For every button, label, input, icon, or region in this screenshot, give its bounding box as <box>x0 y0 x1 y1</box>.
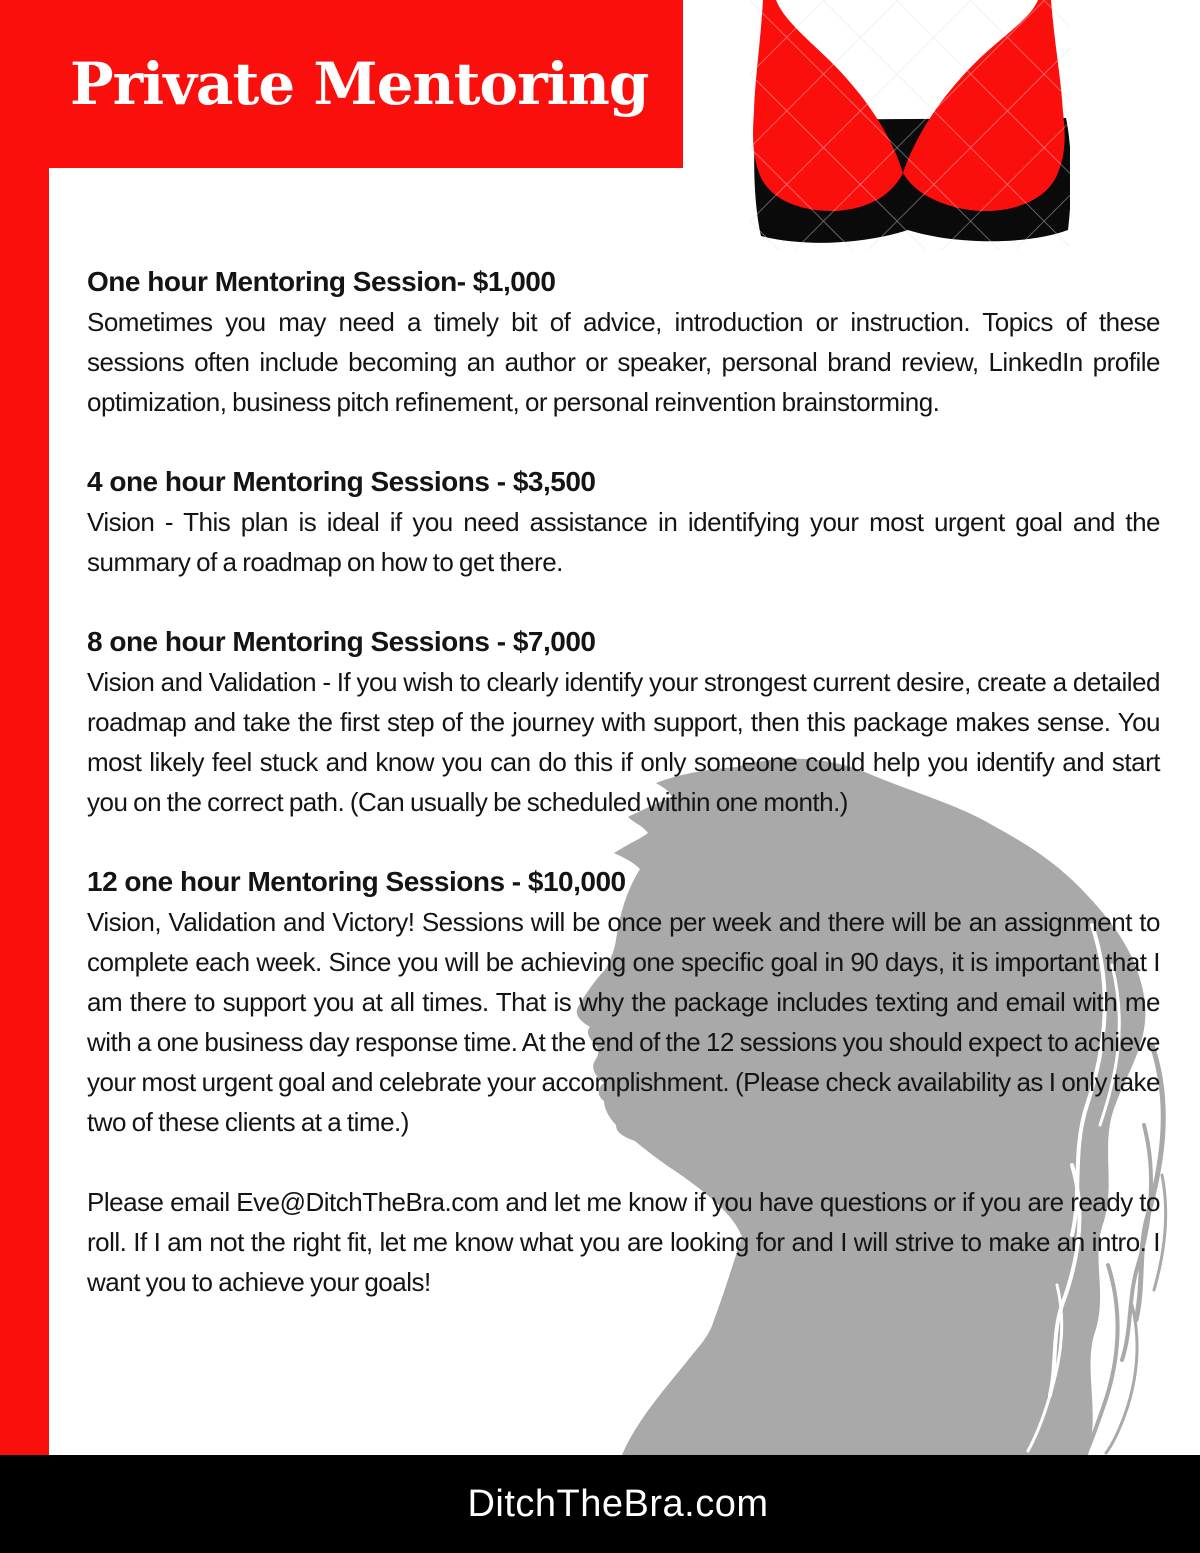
pricing-section <box>87 262 1160 422</box>
pricing-section <box>87 462 1160 582</box>
section-body: Vision, Validation and Victory! Sessions will be once per week and there will be an assignment to complete each week. Since you will be achieving one specific goal in 90 days, it is important that I am there to support you at all times. That is why the package includes texting and email with me with a one business day response time. At the end of the 12 sessions you should expect to achieve your most urgent goal and celebrate your accomplishment. (Please check availability as I only take two of these clients at a time.) <box>87 907 1160 1137</box>
content-area <box>87 262 1160 1302</box>
pricing-section <box>87 862 1160 1142</box>
section-heading: 12 one hour Mentoring Sessions - $10,000 <box>87 866 626 897</box>
section-body: Sometimes you may need a timely bit of advice, introduction or instruction. Topics of these sessions often include becoming an author or speaker, personal brand review, LinkedIn profile optimization, business pitch refinement, or personal reinvention brainstorming. <box>87 307 1160 417</box>
section-body: Vision and Validation - If you wish to clearly identify your strongest current desire, create a detailed roadmap and take the first step of the journey with support, then this package makes sense. You most likely feel stuck and know you can do this if only someone could help you identify and start you on the correct path. (Can usually be scheduled within one month.) <box>87 667 1160 817</box>
section-heading: 8 one hour Mentoring Sessions - $7,000 <box>87 626 596 657</box>
header-banner <box>0 0 683 168</box>
page-title: Private Mentoring <box>70 50 649 118</box>
left-accent-bar <box>0 0 49 1455</box>
section-heading: 4 one hour Mentoring Sessions - $3,500 <box>87 466 596 497</box>
bra-icon <box>750 0 1070 250</box>
closing-paragraph: Please email Eve@DitchTheBra.com and let me know if you have questions or if you are ready to roll. If I am not the right fit, let me know what you are looking for and I will strive to make an intro. I want you to achieve your goals! <box>87 1187 1160 1297</box>
footer-bar <box>0 1455 1200 1553</box>
section-body: Vision - This plan is ideal if you need assistance in identifying your most urgent goal and the summary of a roadmap on how to get there. <box>87 507 1160 577</box>
section-heading: One hour Mentoring Session- $1,000 <box>87 266 556 297</box>
pricing-section <box>87 622 1160 822</box>
footer-site-name: DitchTheBra.com <box>467 1482 769 1525</box>
